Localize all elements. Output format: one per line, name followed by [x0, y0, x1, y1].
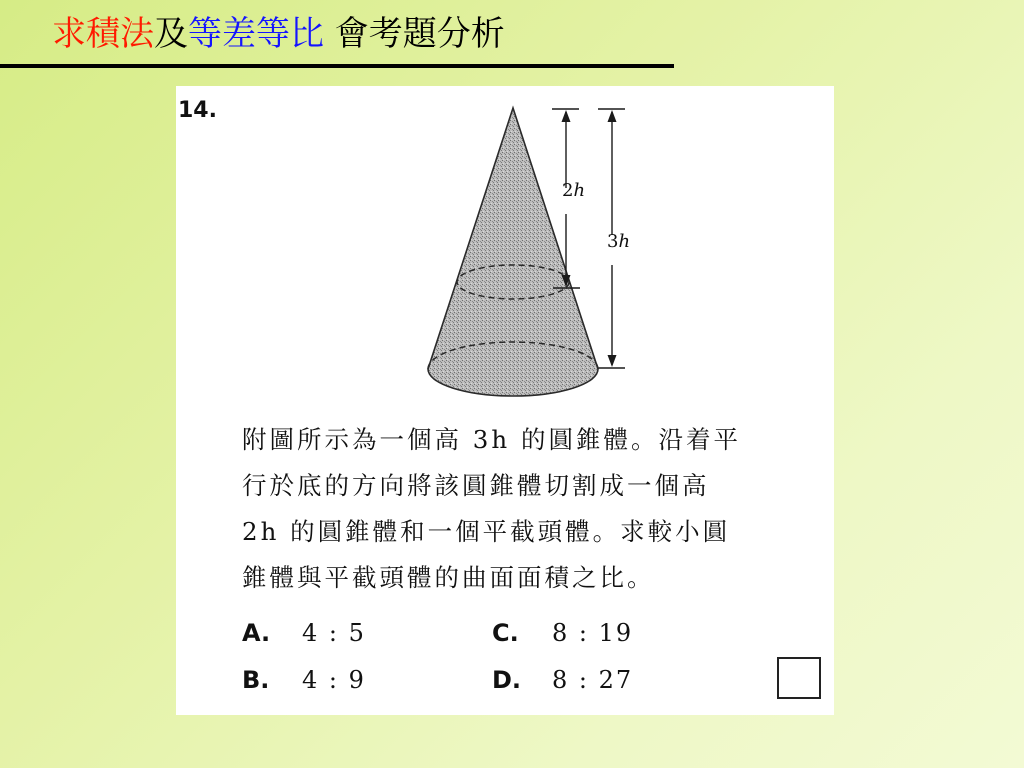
- cone-body: [428, 108, 598, 396]
- question-line: 錐體與平截頭體的曲面面積之比。: [242, 563, 655, 592]
- option-value: 4 : 5: [302, 619, 366, 647]
- option-b[interactable]: [242, 666, 366, 694]
- title-part-and: 及: [154, 14, 188, 54]
- option-c[interactable]: [492, 619, 633, 647]
- question-line: 行於底的方向將該圓錐體切割成一個高: [242, 471, 710, 500]
- question-card: [176, 86, 834, 715]
- option-value: 4 : 9: [302, 666, 366, 694]
- option-d[interactable]: [492, 666, 633, 694]
- title-part-analysis: 會考題分析: [324, 14, 505, 54]
- question-line: 附圖所示為一個高 3h 的圓錐體。沿着平: [242, 425, 741, 454]
- slide-title: [52, 6, 505, 62]
- question-line: 2h 的圓錐體和一個平截頭體。求較小圓: [242, 517, 731, 546]
- option-letter: C.: [492, 619, 519, 647]
- label-3h: 3h: [607, 231, 631, 252]
- option-letter: B.: [242, 666, 270, 694]
- title-underline: [0, 64, 674, 68]
- option-letter: A.: [242, 619, 271, 647]
- label-2h: 2h: [562, 180, 586, 201]
- title-part-method: 求積法: [52, 14, 154, 54]
- question-text: [242, 417, 832, 601]
- title-part-sequences: 等差等比: [188, 14, 324, 54]
- option-value: 8 : 19: [552, 619, 634, 647]
- option-value: 8 : 27: [552, 666, 634, 694]
- answer-box[interactable]: [777, 657, 821, 699]
- option-a[interactable]: [242, 619, 366, 647]
- question-number: 14.: [178, 98, 217, 123]
- option-letter: D.: [492, 666, 522, 694]
